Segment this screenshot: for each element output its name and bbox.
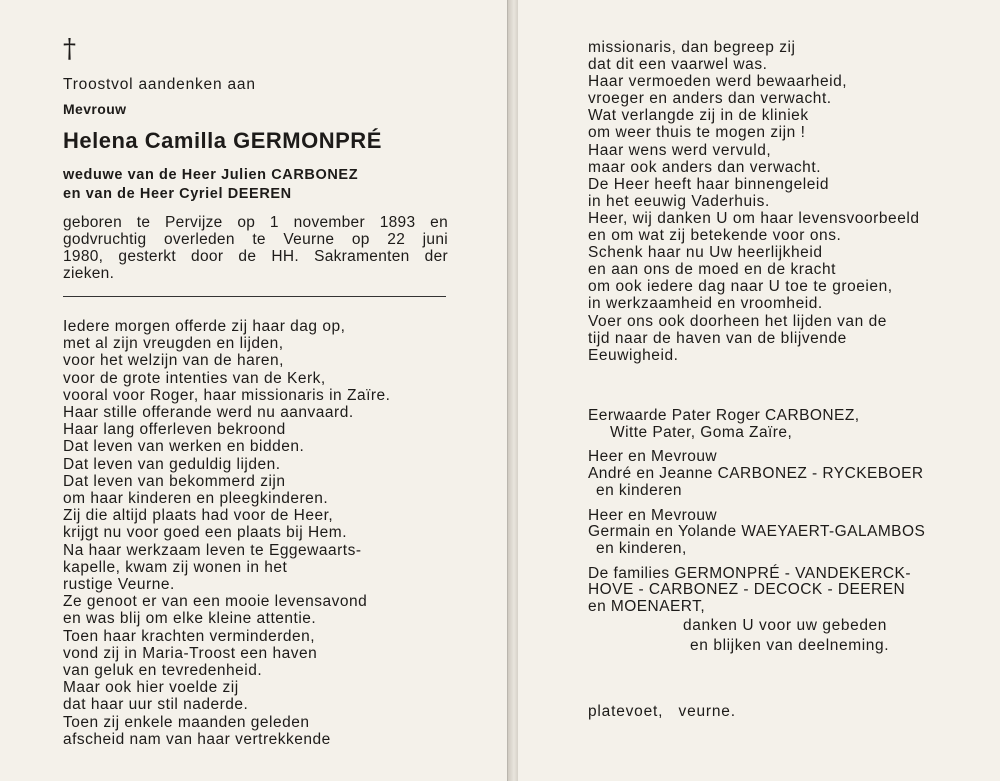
- poem-line: Dat leven van werken en bidden.: [63, 438, 305, 456]
- intro-text: Troostvol aandenken aan: [63, 76, 256, 93]
- poem-line: afscheid nam van haar vertrekkende: [63, 730, 331, 748]
- title-prefix: Mevrouw: [63, 101, 127, 117]
- poem-line: en aan ons de moed en de kracht: [588, 261, 836, 279]
- poem-line: in het eeuwig Vaderhuis.: [588, 192, 770, 210]
- printer-credit: platevoet, veurne.: [588, 703, 736, 720]
- pater-role: Witte Pater, Goma Zaïre,: [610, 423, 793, 441]
- couple2-title: Heer en Mevrouw: [588, 506, 718, 524]
- poem-continued: [588, 39, 920, 364]
- poem-line: kapelle, kwam zij wonen in het: [63, 558, 288, 576]
- poem-line: Dat leven van bekommerd zijn: [63, 472, 286, 490]
- families-line: en MOENAERT,: [588, 598, 706, 616]
- poem-line: dat haar uur stil naderde.: [63, 696, 249, 714]
- cross-icon: †: [63, 34, 76, 64]
- thanks-line: en blijken van deelneming.: [690, 637, 890, 654]
- couple1-title: Heer en Mevrouw: [588, 448, 718, 466]
- family-list: [588, 408, 925, 616]
- couple1-names: André en Jeanne CARBONEZ - RYCKEBOER: [588, 465, 924, 483]
- poem-line: vond zij in Maria-Troost een haven: [63, 644, 318, 662]
- poem-line: Heer, wij danken U om haar levensvoorbeeld: [588, 209, 920, 227]
- poem-line: rustige Veurne.: [63, 576, 175, 594]
- widow-line-2: en van de Heer Cyriel DEEREN: [63, 186, 292, 202]
- birth-line: godvruchtig overleden te Veurne op 22 juni: [63, 231, 448, 248]
- poem-line: missionaris, dan begreep zij: [588, 39, 796, 56]
- poem-line: vroeger en anders dan verwacht.: [588, 90, 832, 108]
- poem-line: Schenk haar nu Uw heerlijkheid: [588, 244, 823, 262]
- poem-line: en om wat zij betekende voor ons.: [588, 227, 842, 245]
- poem-line: Haar lang offerleven bekroond: [63, 421, 286, 439]
- deceased-name: Helena Camilla GERMONPRÉ: [63, 128, 382, 153]
- right-page: [518, 0, 1000, 781]
- poem-line: krijgt nu voor goed een plaats bij Hem.: [63, 524, 348, 542]
- poem-line: om weer thuis te mogen zijn !: [588, 124, 806, 142]
- poem-line: Haar stille offerande werd nu aanvaard.: [63, 404, 354, 422]
- poem-line: met al zijn vreugden en lijden,: [63, 335, 284, 353]
- poem-line: Wat verlangde zij in de kliniek: [588, 107, 809, 125]
- poem-line: De Heer heeft haar binnengeleid: [588, 175, 830, 193]
- poem-line: van geluk en tevredenheid.: [63, 662, 263, 680]
- poem-line: Toen zij enkele maanden geleden: [63, 713, 310, 731]
- birth-death-paragraph: [63, 214, 448, 282]
- thanks-line: danken U voor uw gebeden: [683, 617, 887, 634]
- widow-line-1: weduwe van de Heer Julien CARBONEZ: [63, 167, 359, 183]
- birth-line: 1980, gesterkt door de HH. Sakramenten der: [63, 248, 448, 265]
- poem-line: tijd naar de haven van de blijvende: [588, 329, 847, 347]
- couple2-children: en kinderen,: [596, 539, 687, 557]
- poem-line: maar ook anders dan verwacht.: [588, 158, 822, 176]
- divider-line: [63, 296, 446, 297]
- couple2-names: Germain en Yolande WAEYAERT-GALAMBOS: [588, 523, 926, 541]
- poem-line: voor het welzijn van de haren,: [63, 352, 284, 370]
- poem-line: Ze genoot er van een mooie levensavond: [63, 593, 368, 611]
- poem-line: Haar vermoeden werd bewaarheid,: [588, 73, 848, 91]
- couple1-children: en kinderen: [596, 481, 682, 499]
- poem-line: en was blij om elke kleine attentie.: [63, 610, 317, 628]
- poem-line: voor de grote intenties van de Kerk,: [63, 369, 326, 387]
- poem-line: om ook iedere dag naar U toe te groeien,: [588, 278, 893, 296]
- families-line: De families GERMONPRÉ - VANDEKERCK-: [588, 564, 911, 582]
- poem-line: dat dit een vaarwel was.: [588, 56, 768, 74]
- poem-line: Dat leven van geduldig lijden.: [63, 455, 281, 473]
- poem-line: om haar kinderen en pleegkinderen.: [63, 490, 329, 508]
- poem-line: Maar ook hier voelde zij: [63, 679, 239, 697]
- poem-line: Voer ons ook doorheen het lijden van de: [588, 312, 887, 330]
- poem: [63, 318, 390, 748]
- pater-name: Eerwaarde Pater Roger CARBONEZ,: [588, 407, 860, 424]
- poem-line: Toen haar krachten verminderden,: [63, 627, 316, 645]
- poem-line: Eeuwigheid.: [588, 346, 679, 364]
- thanks-text: [683, 616, 889, 656]
- poem-line: vooral voor Roger, haar missionaris in Zaïre.: [63, 386, 391, 404]
- card-fold: [508, 0, 518, 781]
- poem-line: Zij die altijd plaats had voor de Heer,: [63, 507, 334, 525]
- poem-line: Haar wens werd vervuld,: [588, 141, 772, 159]
- poem-line: Na haar werkzaam leven te Eggewaarts-: [63, 541, 362, 559]
- poem-line: Iedere morgen offerde zij haar dag op,: [63, 318, 346, 335]
- families-line: HOVE - CARBONEZ - DECOCK - DEEREN: [588, 581, 906, 599]
- birth-line: geboren te Pervijze op 1 november 1893 en: [63, 214, 448, 231]
- poem-line: in werkzaamheid en vroomheid.: [588, 295, 823, 313]
- birth-line: zieken.: [63, 265, 115, 282]
